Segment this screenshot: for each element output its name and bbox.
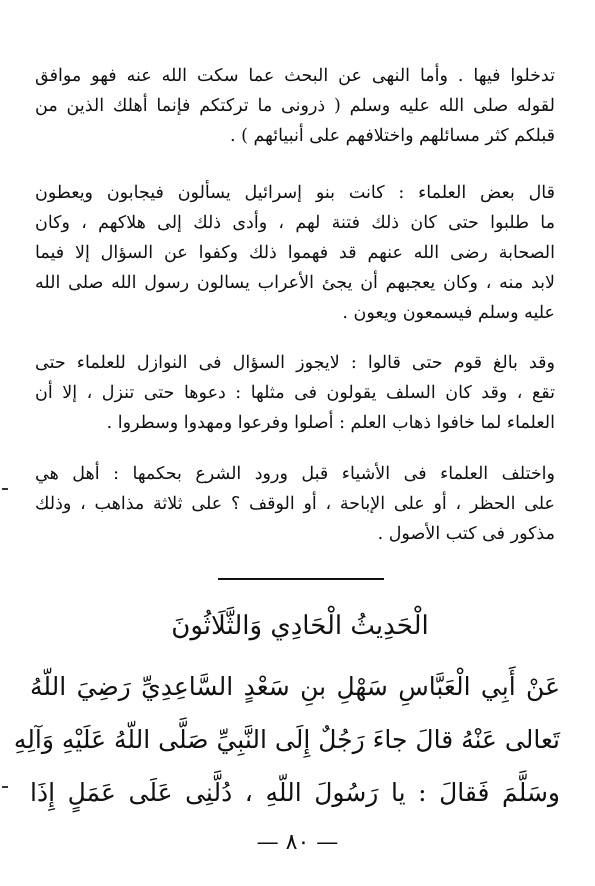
paragraph-3 [35, 348, 555, 438]
hadith-text [13, 660, 560, 819]
hadith-line: وسَلَّمَ فَقالَ : يا رَسُولَ اللّهِ ، دُلَّنِى عَلَى عَمَلٍ إِذَا [30, 778, 560, 807]
paragraph-2 [35, 178, 555, 328]
paragraph-1 [35, 61, 555, 151]
text-line: ما طلبوا حتى كان ذلك فتنة لهم ، وأدى ذلك إلى هلاكهم ، وكان [35, 213, 555, 233]
text-line: مذكور فى كتب الأصول . [377, 524, 555, 544]
hadith-line: عَنْ أَبِي الْعَبَّاسِ سَهْلِ بنِ سَعْدٍ السَّاعِدِيِّ رَضِيَ اللّهُ [30, 672, 560, 701]
text-line: لابد منه ، وكان يعجبهم أن يجئ الأعراب يسالون رسول الله صلى الله [35, 273, 555, 293]
hadith-line: تَعالى عَنْهُ قالَ جاءَ رَجُلٌ إِلَى النَّبِيِّ صَلَّى اللّهُ عَلَيْهِ وَآلِهِ [13, 725, 560, 754]
margin-mark [2, 488, 8, 490]
text-line: العلماء لما خافوا ذهاب العلم : أصلوا وفرعوا ومهدوا وسطروا . [106, 413, 555, 433]
text-line: تقع ، وقد كان السلف يقولون فى مثلها : دعوها حتى تنزل ، إلا أن [35, 383, 555, 403]
text-line: الصحابة رضى الله عنهم قد فهموا ذلك وكفوا عن السؤال إلا فيما [35, 243, 555, 263]
text-line: وقد بالغ قوم حتى قالوا : لايجوز السؤال فى النوازل للعلماء حتى [35, 353, 555, 373]
text-line: عليه وسلم فيسمعون ويعون . [342, 303, 555, 323]
paragraph-4 [35, 459, 555, 549]
text-line: تدخلوا فيها . وأما النهى عن البحث عما سكت الله عنه فهو موافق [35, 66, 555, 86]
hadith-heading: الْحَدِيثُ الْحَادِي وَالثَّلَاثُونَ [171, 611, 429, 641]
page-number: — ٨٠ — [256, 830, 339, 855]
section-divider [218, 578, 384, 580]
text-line: واختلف العلماء فى الأشياء قبل ورود الشرع بحكمها : أهل هي [35, 464, 555, 484]
text-line: لقوله صلى الله عليه وسلم ( ذرونى ما تركتكم فإنما أهلك الذين من [35, 96, 555, 116]
text-line: قبلكم كثر مسائلهم واختلافهم على أنبيائهم ) . [229, 126, 555, 146]
text-line: قال بعض العلماء : كانت بنو إسرائيل يسألون فيجابون ويعطون [35, 183, 555, 203]
text-line: على الحظر ، أو على الإباحة ، أو الوقف ؟ على ثلاثة مذاهب ، وذلك [35, 494, 555, 514]
margin-mark [2, 786, 8, 788]
